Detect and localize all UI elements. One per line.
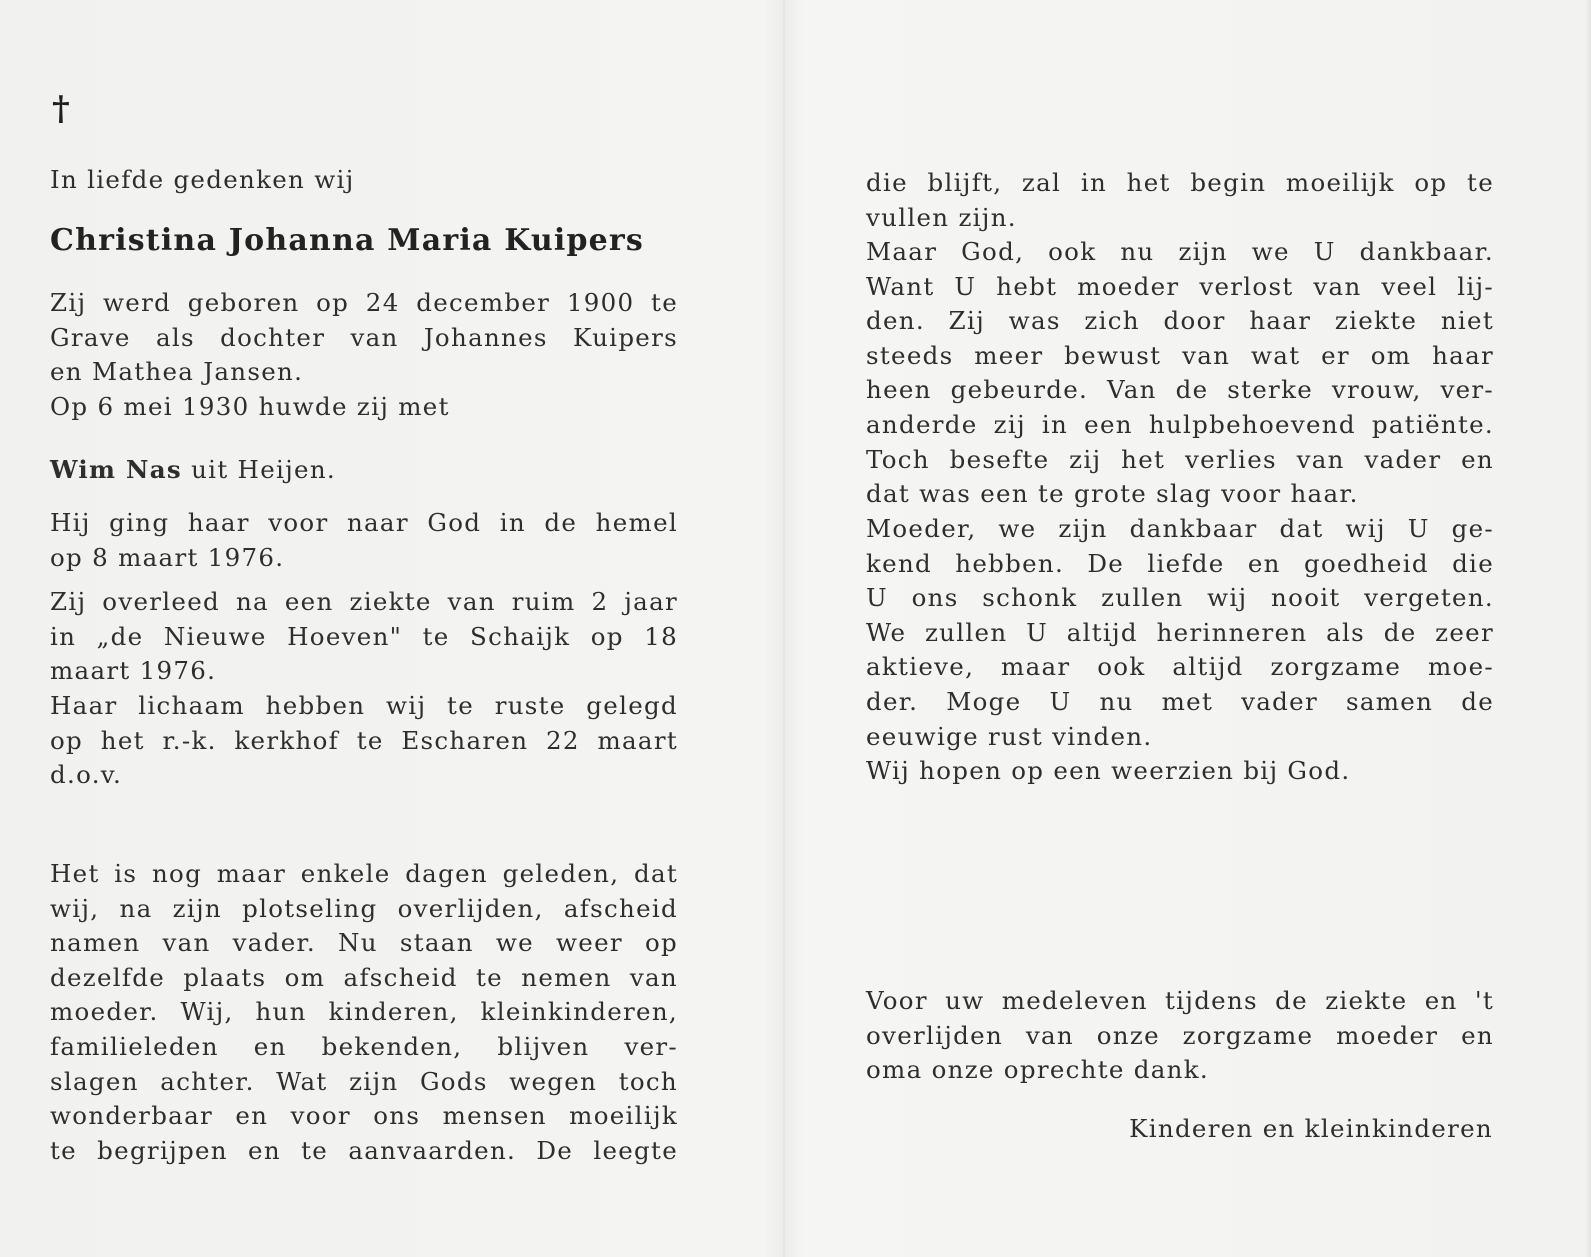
text-line: Voor uw medeleven tijdens de ziekte en 't <box>866 986 1494 1015</box>
text-line: Maar God, ook nu zijn we U dankbaar. <box>866 237 1494 266</box>
text-line: moeder. Wij, hun kinderen, kleinkinderen, <box>50 997 678 1027</box>
text-line: aktieve, maar ook altijd zorgzame moe- <box>866 652 1494 682</box>
text-line: steeds meer bewust van wat er om haar <box>866 340 1494 370</box>
husband-name: Wim Nas <box>50 455 183 484</box>
text-line: We zullen U altijd herinneren als de zeer <box>866 617 1494 647</box>
text-line: op 8 maart 1976. <box>50 542 285 572</box>
text-line: op het r.-k. kerkhof te Escharen 22 maart <box>50 725 678 755</box>
text-line: den. Zij was zich door haar ziekte niet <box>866 306 1494 336</box>
text-line: overlijden van onze zorgzame moeder en <box>866 1020 1494 1050</box>
card-edge-shadow <box>1585 0 1591 1257</box>
text-line: slagen achter. Wat zijn Gods wegen toch <box>50 1066 678 1096</box>
text-line: anderde zij in een hulpbehoevend patiënte. <box>866 409 1494 439</box>
reflection-paragraph <box>50 857 678 1168</box>
text-line: Het is nog maar enkele dagen geleden, dat <box>50 859 678 888</box>
text-line: Hij ging haar voor naar God in de hemel <box>50 508 678 537</box>
text-line: Wij hopen op een weerzien bij God. <box>866 756 1351 785</box>
text-line: Haar lichaam hebben wij te ruste gelegd <box>50 691 678 720</box>
text-line: in „de Nieuwe Hoeven" te Schaijk op 18 <box>50 621 678 651</box>
right-paragraph-3 <box>866 512 1494 754</box>
husband-origin: uit Heijen. <box>182 455 337 484</box>
deceased-name: Christina Johanna Maria Kuipers <box>50 223 645 258</box>
text-line: wonderbaar en voor ons mensen moeilijk <box>50 1101 678 1131</box>
text-line: eeuwige rust vinden. <box>866 721 1153 751</box>
text-line: oma onze oprechte dank. <box>866 1055 1209 1085</box>
text-line: dat was een te grote slag voor haar. <box>866 479 1359 509</box>
right-paragraph-2 <box>866 235 1494 512</box>
text-line: kend hebben. De liefde en goedheid die <box>866 548 1494 578</box>
father-death-paragraph <box>50 506 678 575</box>
text-line: familieleden en bekenden, blijven ver- <box>50 1031 678 1061</box>
cross-icon: † <box>52 89 70 129</box>
husband-line <box>50 453 450 488</box>
text-line: Zij overleed na een ziekte van ruim 2 jaar <box>50 587 678 616</box>
text-line: vullen zijn. <box>866 202 1017 232</box>
text-line: dezelfde plaats om afscheid te nemen van <box>50 962 678 992</box>
burial-paragraph <box>50 689 678 793</box>
text-line: U ons schonk zullen wij nooit vergeten. <box>866 583 1494 613</box>
death-paragraph <box>50 585 678 689</box>
text-line: Want U hebt moeder verlost van veel lij- <box>866 271 1494 301</box>
signature: Kinderen en kleinkinderen <box>1129 1114 1493 1143</box>
text-line: en Mathea Jansen. <box>50 357 304 387</box>
birth-paragraph <box>50 286 678 424</box>
text-line: die blijft, zal in het begin moeilijk op te <box>866 168 1494 197</box>
text-line: heen gebeurde. Van de sterke vrouw, ver- <box>866 375 1494 405</box>
text-line: Grave als dochter van Johannes Kuipers <box>50 322 678 352</box>
text-line: maart 1976. <box>50 656 217 686</box>
right-paragraph-4 <box>866 754 1494 789</box>
right-paragraph-1 <box>866 166 1494 235</box>
text-line: Zij werd geboren op 24 december 1900 te <box>50 288 678 317</box>
intro-text: In liefde gedenken wij <box>50 165 355 194</box>
text-line: te begrijpen en te aanvaarden. De leegte <box>50 1135 678 1165</box>
text-line: d.o.v. <box>50 760 123 790</box>
text-line: Toch besefte zij het verlies van vader en <box>866 444 1494 474</box>
text-line: namen van vader. Nu staan we weer op <box>50 928 678 958</box>
text-line: wij, na zijn plotseling overlijden, afscheid <box>50 893 678 923</box>
card-fold <box>783 0 785 1257</box>
text-line: der. Moge U nu met vader samen de <box>866 686 1494 716</box>
thanks-paragraph <box>866 984 1494 1088</box>
text-line: Op 6 mei 1930 huwde zij met <box>50 391 450 421</box>
text-line: Moeder, we zijn dankbaar dat wij U ge- <box>866 514 1494 543</box>
